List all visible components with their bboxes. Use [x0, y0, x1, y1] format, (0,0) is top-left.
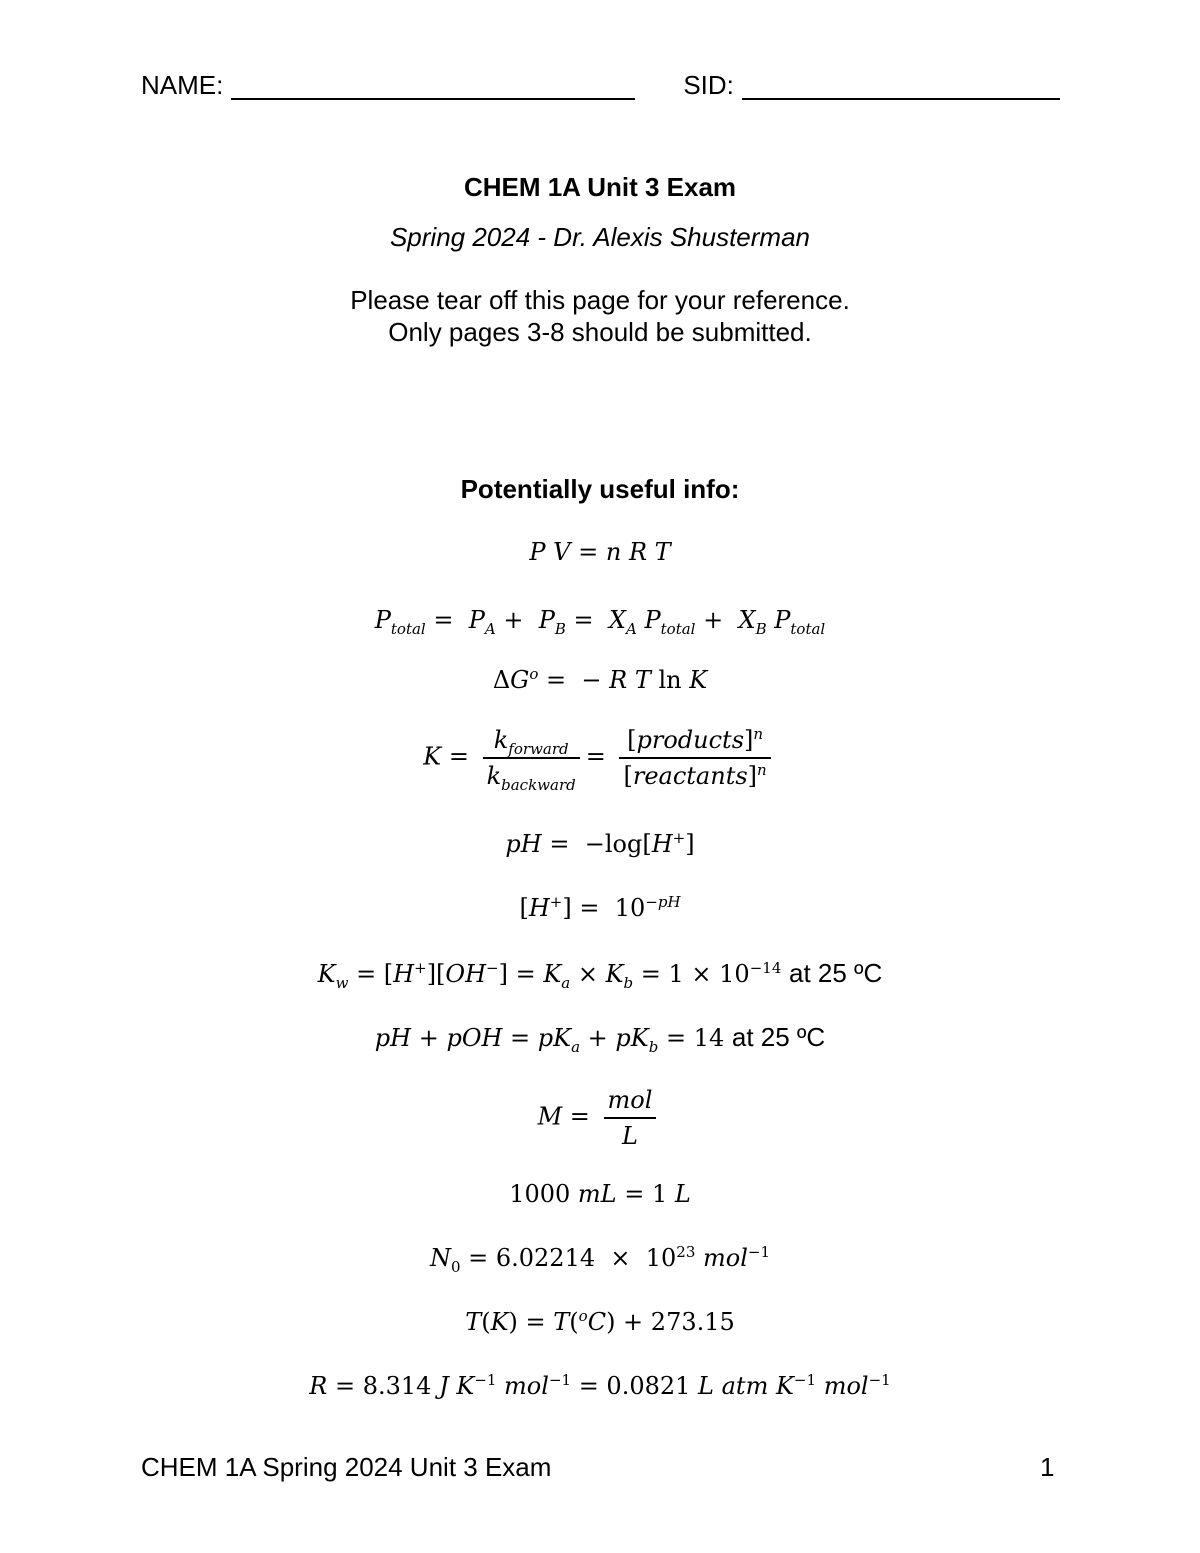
dalton-equation: $P_{total} = P_A + P_B = X_A$ $P_{total} + X_B$ $P_{total}$ [374, 606, 826, 638]
kw-equation: $K_w = [H^+][OH^-] = K_a \times K_b = 1 \times 10^{-14}$ at 25 ºC [317, 958, 883, 992]
info-heading: Potentially useful info: [460, 474, 740, 504]
molarity-equation: M = $\frac{\text{mol}}{L}$ [0, 1086, 1200, 1150]
molarity-denominator: L [622, 1122, 638, 1150]
instruction-line-2: Only pages 3-8 should be submitted. [388, 317, 812, 347]
gibbs-equation: $\Delta G^o$ = − R T ln K [492, 665, 708, 694]
concentration-ratio-fraction: $\frac{[products]^n}{[reactants]^n}$ [619, 726, 770, 790]
page-number: 1 [1040, 1452, 1055, 1482]
rate-ratio-fraction: $\frac{k_{forward}}{k_{backward}}$ [483, 726, 580, 790]
kw-condition: at 25 ºC [789, 958, 883, 988]
molarity-fraction [604, 1086, 657, 1150]
name-sid-line [141, 70, 1061, 110]
temperature-conversion-equation: T(K) = T($^o$C) + 273.15 [465, 1307, 735, 1336]
ph-poh-equation: pH + pOH = $pK_a + pK_b = 14$ at 25 ºC [374, 1022, 826, 1056]
hydrogen-concentration-equation: $[H^+] = 10^{-pH}$ [519, 893, 681, 922]
exam-title: CHEM 1A Unit 3 Exam [463, 172, 737, 202]
name-label: NAME: [141, 70, 224, 100]
avogadro-equation: $N_0 = 6.02214 \times 10^{23}$ mol$^{-1}$ [429, 1243, 771, 1276]
ideal-gas-equation: P V = n R T [529, 538, 671, 566]
footer-title: CHEM 1A Spring 2024 Unit 3 Exam [141, 1452, 552, 1482]
ph-poh-condition: at 25 ºC [731, 1022, 826, 1052]
instructions [0, 284, 1200, 348]
sid-label: SID: [683, 70, 734, 100]
volume-conversion-equation: 1000 mL = 1 L [509, 1180, 691, 1208]
name-blank [231, 70, 635, 100]
sid-blank [742, 70, 1060, 100]
molarity-numerator: mol [604, 1086, 657, 1119]
ph-equation: pH = −log[H+] [505, 829, 695, 858]
instruction-line-1: Please tear off this page for your reference. [350, 285, 850, 315]
exam-subtitle: Spring 2024 - Dr. Alexis Shusterman [389, 222, 811, 252]
gas-constant-equation: R = 8.314 J $K^{-1}$ mol$^{-1}$ = 0.0821 L atm $K^{-1}$ mol$^{-1}$ [309, 1371, 891, 1400]
equilibrium-constant-equation: K = $\frac{k_{forward}}{k_{backward}}$ = $\frac{[products]^n}{[reactants]^n}$ [0, 726, 1200, 790]
